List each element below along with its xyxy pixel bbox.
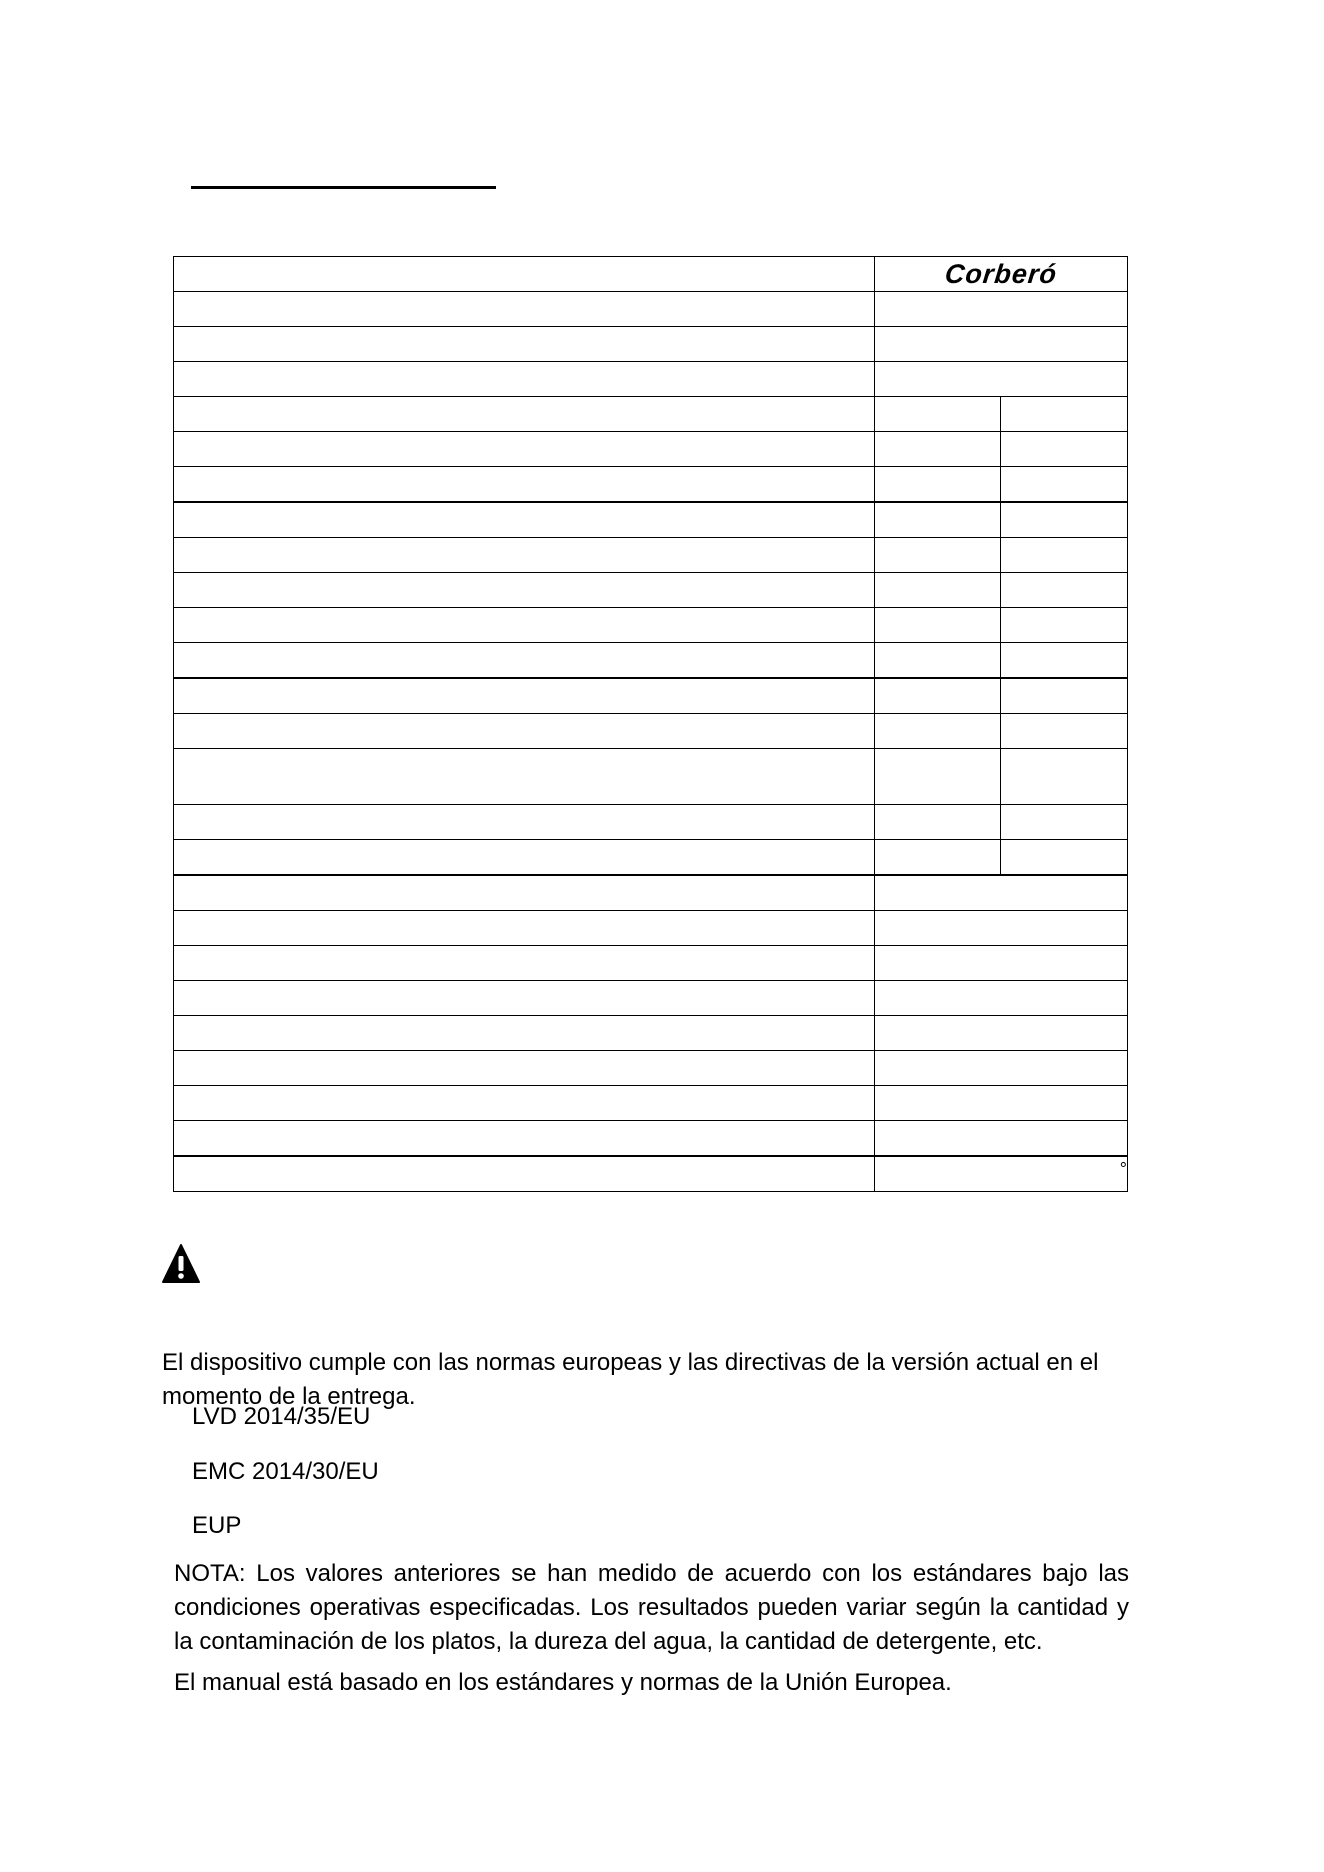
table-row [174, 257, 1128, 292]
compliance-intro: El dispositivo cumple con las normas europeas y las directivas de la versión actual en el momento de la entrega. [162, 1349, 1099, 1410]
table-cell [174, 875, 875, 911]
table-cell [174, 749, 875, 805]
table-row [174, 502, 1128, 538]
table-cell [874, 1051, 1127, 1086]
table-cell [874, 573, 1000, 608]
table-cell [874, 1121, 1127, 1157]
spec-table [173, 256, 1128, 1192]
table-row [174, 397, 1128, 432]
table-cell [874, 749, 1000, 805]
table-row [174, 573, 1128, 608]
warning-triangle-icon [162, 1244, 200, 1284]
table-cell [874, 538, 1000, 573]
table-cell [874, 678, 1000, 714]
table-cell [174, 643, 875, 679]
table-cell [174, 502, 875, 538]
table-row [174, 749, 1128, 805]
table-cell [874, 946, 1127, 981]
table-cell [1000, 805, 1127, 840]
table-cell [874, 502, 1000, 538]
brand-cell [874, 257, 1127, 292]
table-cell [874, 1086, 1127, 1121]
table-row [174, 327, 1128, 362]
table-cell [174, 573, 875, 608]
table-cell [874, 327, 1127, 362]
table-cell [174, 911, 875, 946]
table-cell [1000, 502, 1127, 538]
table-cell [174, 397, 875, 432]
table-cell [874, 1016, 1127, 1051]
table-cell [1000, 538, 1127, 573]
standard-eup: EUP [192, 1512, 242, 1539]
table-cell [874, 714, 1000, 749]
table-cell [874, 467, 1000, 503]
table-row [174, 1016, 1128, 1051]
table-row [174, 608, 1128, 643]
note-paragraph: NOTA: Los valores anteriores se han medido de acuerdo con los estándares bajo las condiciones operativas especificadas. Los resultados pueden variar según la cantidad y la contaminación de los platos, la dureza del agua, la cantidad de detergente, etc. [174, 1560, 1129, 1655]
table-cell [1000, 840, 1127, 876]
table-cell [174, 362, 875, 397]
table-cell [174, 538, 875, 573]
table-row [174, 981, 1128, 1016]
table-cell [874, 292, 1127, 327]
standard-emc: EMC 2014/30/EU [192, 1458, 379, 1485]
table-row [174, 678, 1128, 714]
table-cell [1000, 573, 1127, 608]
table-cell [174, 1121, 875, 1157]
table-row [174, 1156, 1128, 1192]
table-row [174, 432, 1128, 467]
table-cell [874, 875, 1127, 911]
table-row [174, 1121, 1128, 1157]
table-row [174, 840, 1128, 876]
table-row [174, 362, 1128, 397]
table-cell [174, 805, 875, 840]
table-cell [1000, 714, 1127, 749]
table-cell [1000, 432, 1127, 467]
table-cell [174, 981, 875, 1016]
table-row [174, 538, 1128, 573]
table-cell [174, 1086, 875, 1121]
table-cell [174, 467, 875, 503]
table-cell [1000, 608, 1127, 643]
table-cell [874, 805, 1000, 840]
table-cell [174, 432, 875, 467]
table-cell [1000, 397, 1127, 432]
table-cell [174, 1016, 875, 1051]
table-cell [174, 292, 875, 327]
table-cell [874, 362, 1127, 397]
table-cell [1000, 678, 1127, 714]
table-row [174, 714, 1128, 749]
table-cell [874, 432, 1000, 467]
table-row [174, 911, 1128, 946]
table-cell [174, 946, 875, 981]
table-cell [874, 643, 1000, 679]
table-cell [174, 714, 875, 749]
table-row [174, 875, 1128, 911]
table-cell [874, 981, 1127, 1016]
degree-cell [874, 1156, 1127, 1192]
table-row [174, 467, 1128, 503]
table-cell [874, 397, 1000, 432]
table-cell [174, 840, 875, 876]
table-row [174, 1086, 1128, 1121]
table-row [174, 643, 1128, 679]
degree-mark: ° [1119, 1159, 1127, 1179]
table-cell [1000, 643, 1127, 679]
table-cell [174, 327, 875, 362]
table-cell [174, 678, 875, 714]
table-cell [874, 608, 1000, 643]
manual-basis: El manual está basado en los estándares y normas de la Unión Europea. [174, 1669, 952, 1696]
table-cell [1000, 749, 1127, 805]
table-row [174, 292, 1128, 327]
table-cell [174, 1051, 875, 1086]
table-cell [174, 257, 875, 292]
table-cell [1000, 467, 1127, 503]
table-cell [174, 1156, 875, 1192]
brand-logo: Corberó [943, 258, 1059, 289]
table-cell [174, 608, 875, 643]
table-cell [874, 911, 1127, 946]
standard-lvd: LVD 2014/35/EU [192, 1403, 371, 1430]
table-cell [874, 840, 1000, 876]
title-underline [191, 186, 496, 189]
table-row [174, 1051, 1128, 1086]
table-row [174, 805, 1128, 840]
table-row [174, 946, 1128, 981]
